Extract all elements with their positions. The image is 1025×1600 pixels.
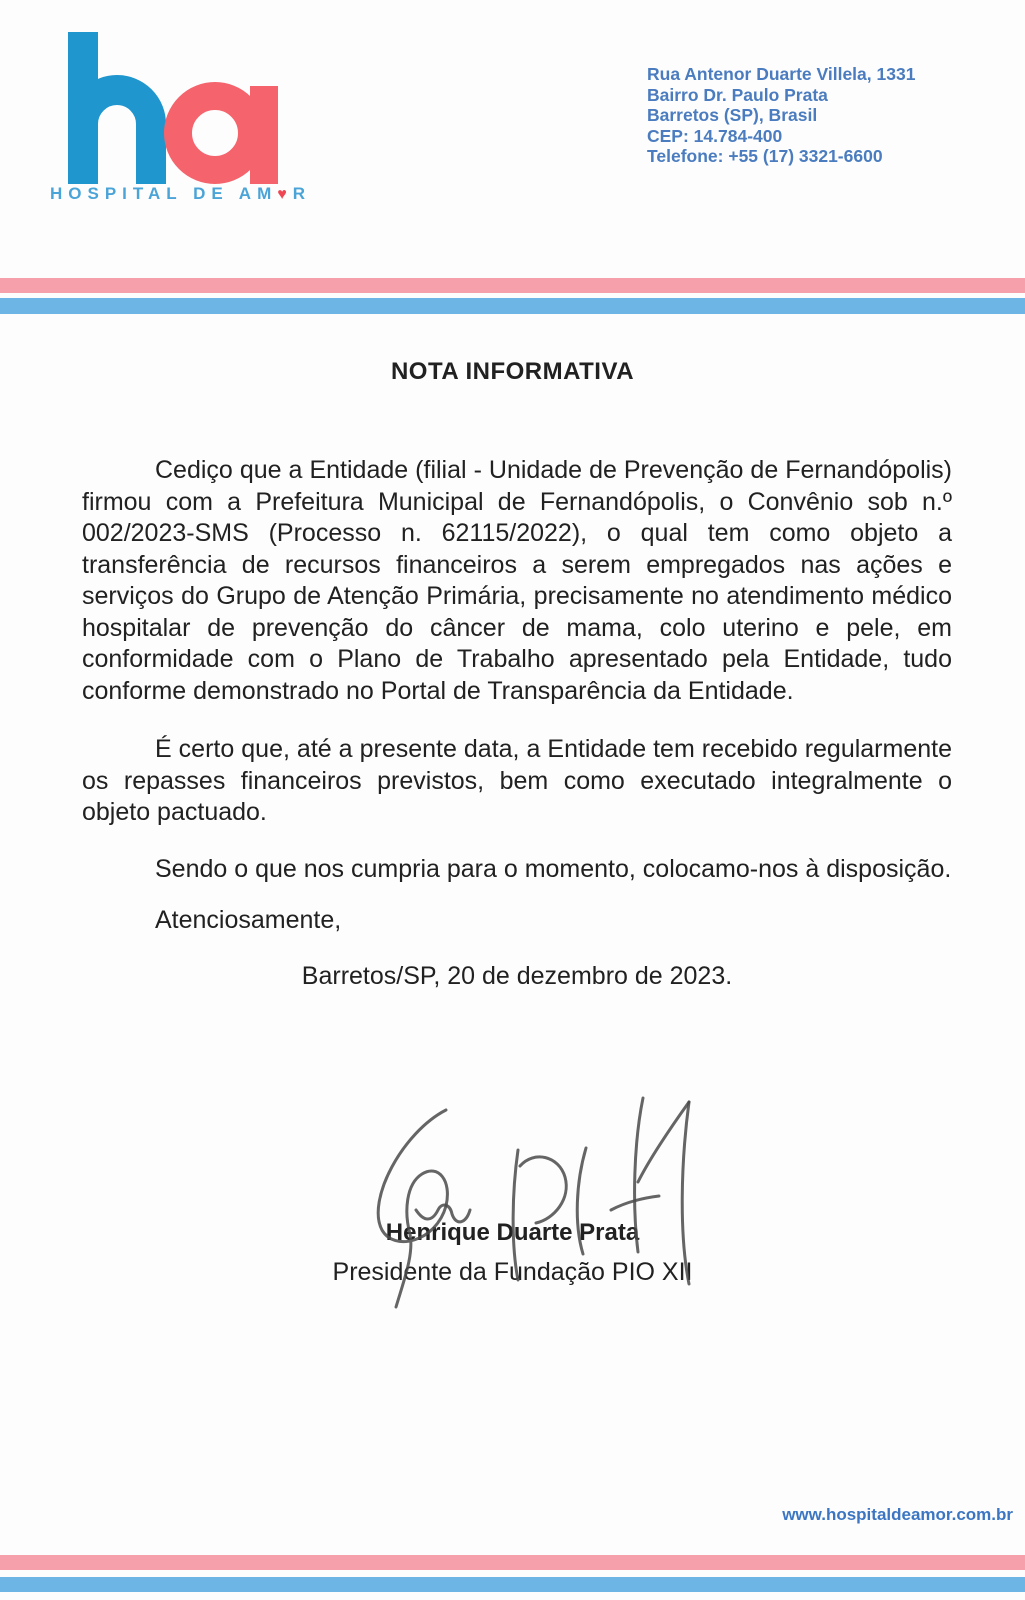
bottom-blue-stripe	[0, 1577, 1025, 1592]
address-line: Barretos (SP), Brasil	[647, 105, 818, 125]
hospital-de-amor-logo-icon	[68, 32, 283, 186]
paragraph-2: É certo que, até a presente data, a Entidade tem recebido regularmente os repasses financeiros previstos, bem como executado integralmente o objeto pactuado.	[82, 735, 952, 826]
logo-wordmark	[50, 184, 311, 204]
paragraph-1: Cediço que a Entidade (filial - Unidade de Prevenção de Fernandópolis) firmou com a Prefeitura Municipal de Fernandópolis, o Convênio sob n.º 002/2023-SMS (Processo n. 62115/2022), o qual tem como objeto a transferência de recursos financeiros a serem empregados nas ações e serviços do Grupo de Atenção Primária, precisamente no atendimento médico hospitalar de prevenção do câncer de mama, colo uterino e pele, em conformidade com o Plano de Trabalho apresentado pela Entidade, tudo conforme demonstrado no Portal de Transparência da Entidade.	[82, 456, 952, 705]
wordmark-text-end: R	[292, 184, 312, 203]
address-block	[647, 64, 915, 167]
heart-icon: ♥	[277, 186, 293, 203]
signatory-name: Henrique Duarte Prata	[385, 1219, 640, 1246]
top-blue-stripe	[0, 298, 1025, 314]
closing-line: Atenciosamente,	[155, 906, 342, 934]
letter-body	[82, 455, 952, 992]
wordmark-text: HOSPITAL DE AM	[50, 184, 278, 203]
date-line: Barretos/SP, 20 de dezembro de 2023.	[301, 961, 733, 990]
signatory-role: Presidente da Fundação PIO XII	[332, 1258, 693, 1286]
top-pink-stripe	[0, 278, 1025, 293]
address-line: Bairro Dr. Paulo Prata	[647, 84, 828, 105]
address-line: CEP: 14.784-400	[647, 125, 783, 146]
document-title: NOTA INFORMATIVA	[390, 358, 635, 385]
bottom-pink-stripe	[0, 1555, 1025, 1570]
address-line: Telefone: +55 (17) 3321-6600	[647, 146, 883, 166]
footer-website: www.hospitaldeamor.com.br	[782, 1505, 1013, 1524]
handwritten-signature	[358, 1082, 718, 1317]
address-line: Rua Antenor Duarte Villela, 1331	[647, 64, 916, 84]
paragraph-3: Sendo o que nos cumpria para o momento, colocamo-nos à disposição.	[155, 854, 952, 883]
